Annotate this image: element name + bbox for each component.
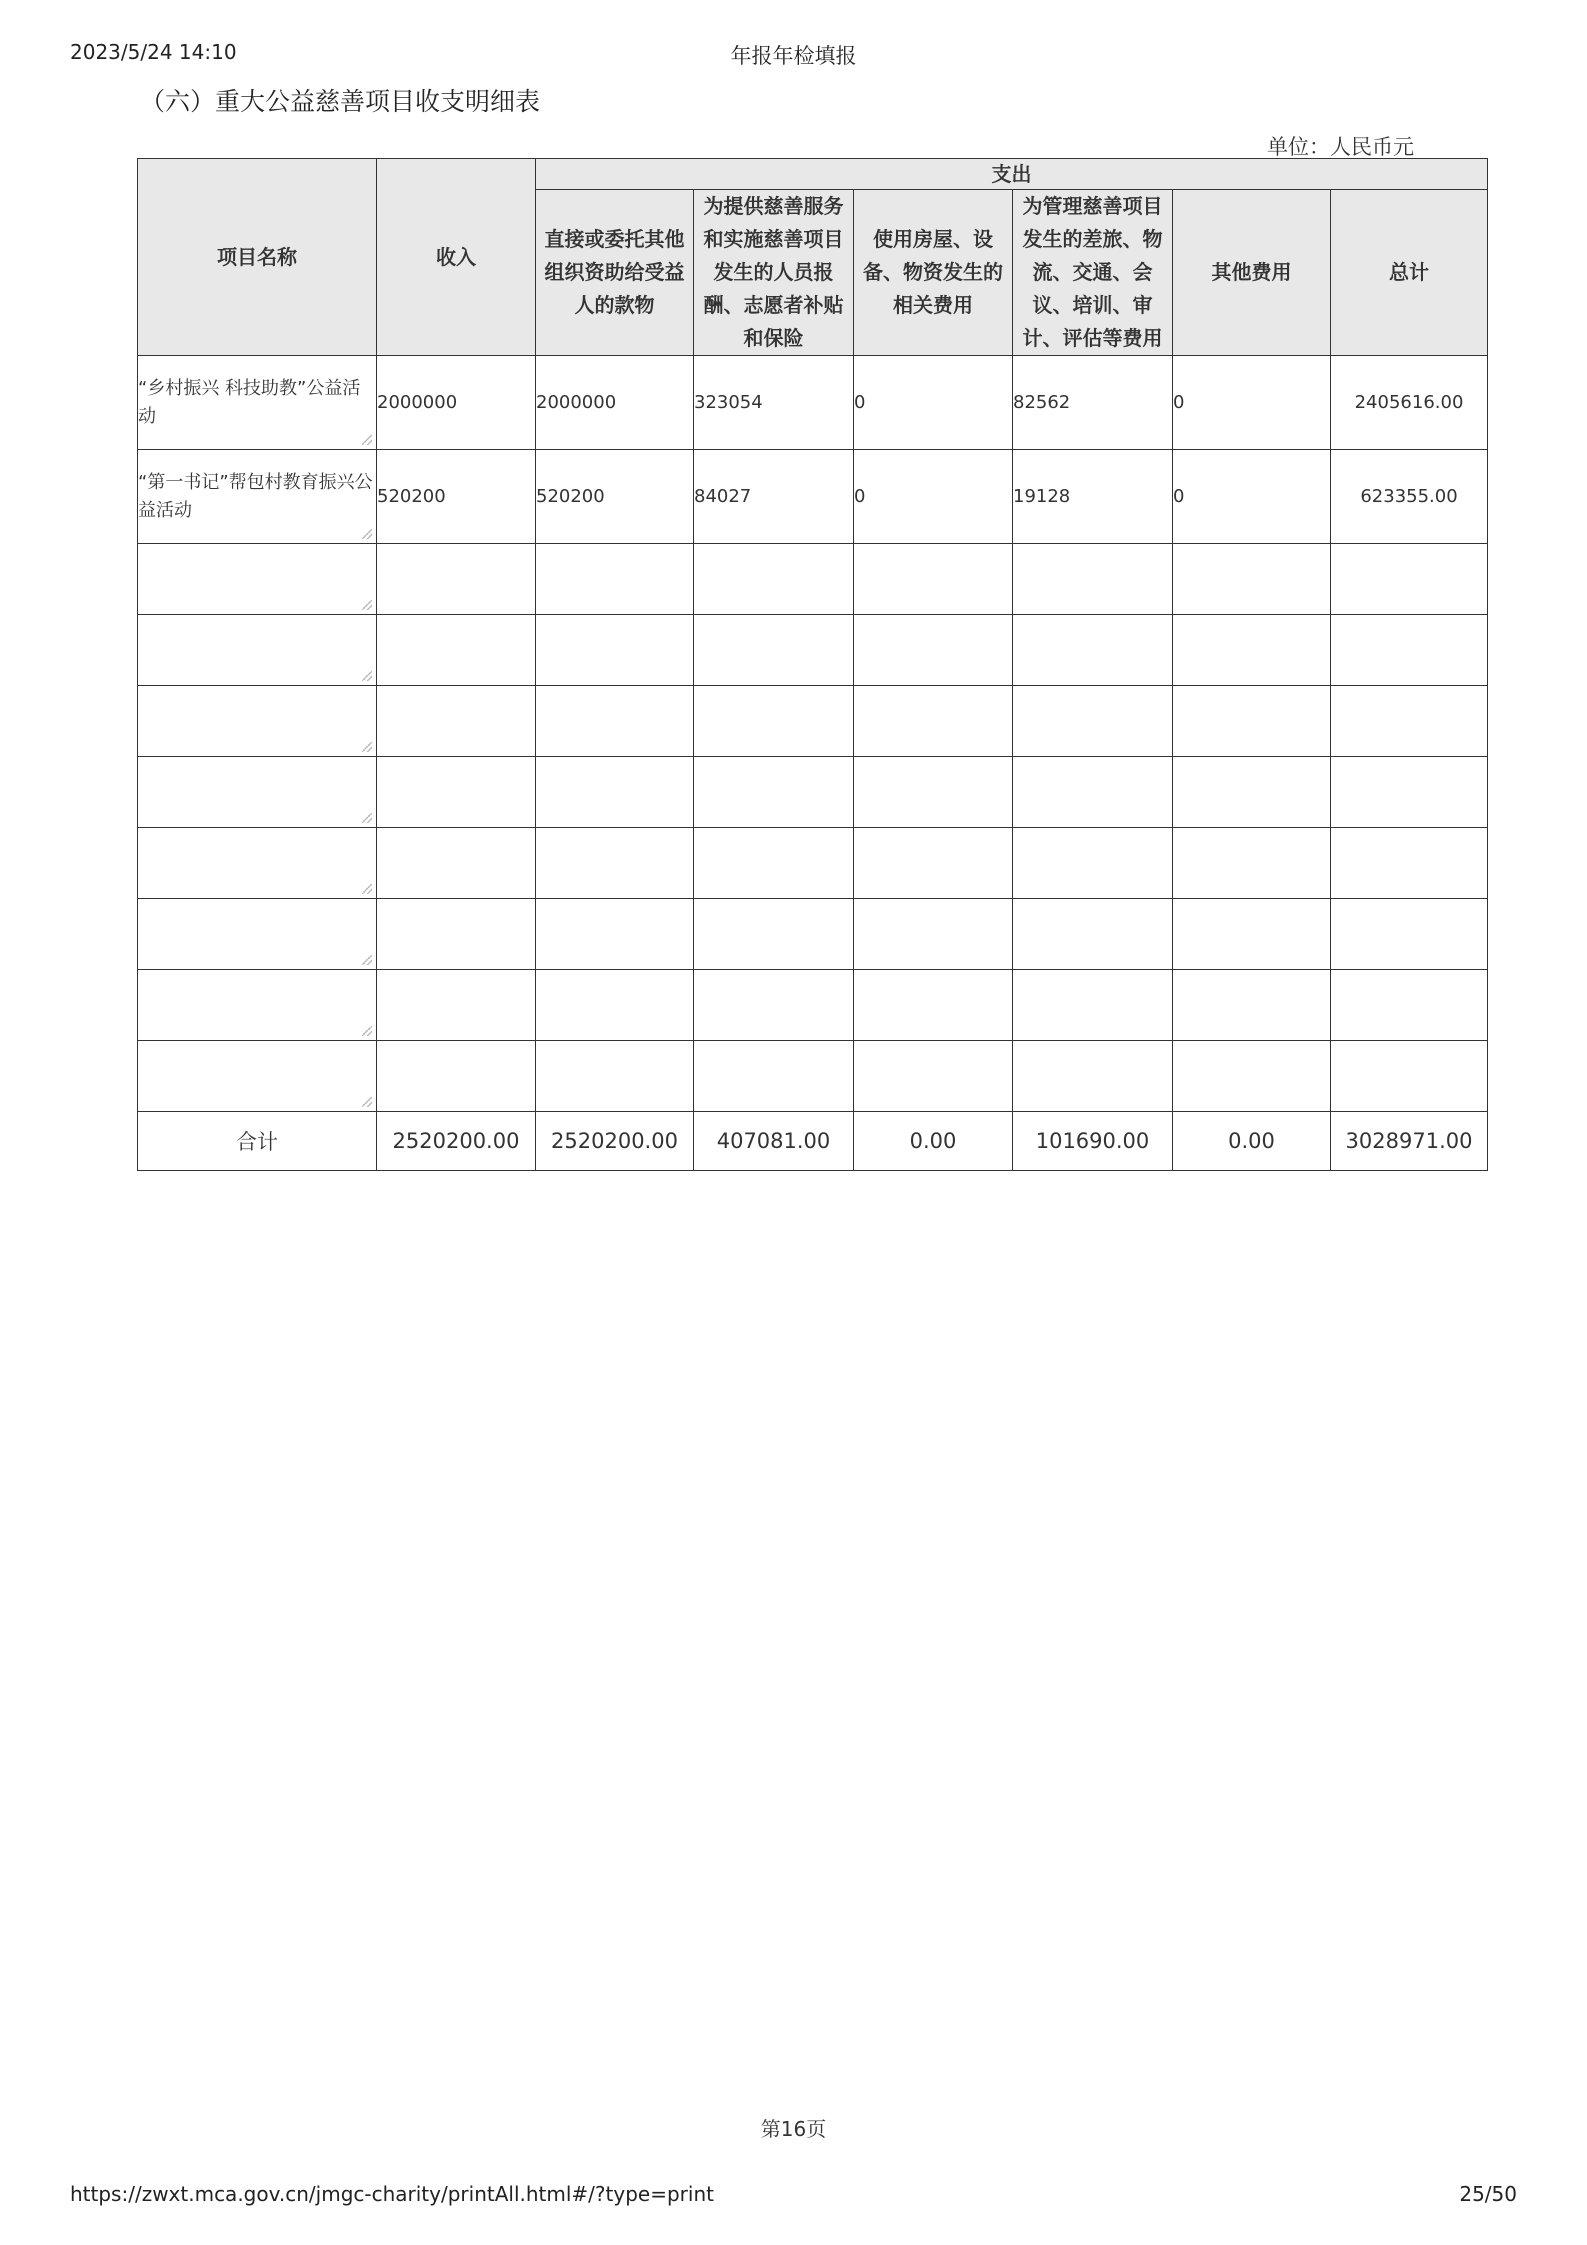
empty-cell — [854, 1041, 1013, 1112]
project-name-field[interactable] — [138, 828, 377, 899]
empty-cell — [1331, 544, 1488, 615]
empty-row — [138, 828, 1488, 899]
empty-cell — [377, 899, 536, 970]
project-name-field[interactable] — [138, 970, 377, 1041]
header-project-name: 项目名称 — [138, 159, 377, 356]
empty-cell — [1331, 686, 1488, 757]
empty-cell — [1173, 686, 1331, 757]
empty-row — [138, 1041, 1488, 1112]
currency-unit: 单位：人民币元 — [1267, 135, 1414, 159]
empty-cell — [536, 1041, 694, 1112]
empty-cell — [377, 757, 536, 828]
empty-cell — [1331, 1041, 1488, 1112]
charity-project-table — [137, 158, 1488, 1171]
empty-cell — [854, 970, 1013, 1041]
empty-row — [138, 970, 1488, 1041]
empty-cell — [1173, 757, 1331, 828]
empty-cell — [854, 686, 1013, 757]
empty-cell — [1013, 828, 1173, 899]
resize-handle-icon[interactable] — [362, 884, 372, 894]
project-name-field[interactable] — [138, 615, 377, 686]
direct-aid-cell: 520200 — [536, 450, 694, 544]
empty-cell — [1013, 686, 1173, 757]
resize-handle-icon[interactable] — [362, 955, 372, 965]
empty-cell — [536, 686, 694, 757]
empty-cell — [536, 828, 694, 899]
resize-handle-icon[interactable] — [362, 1097, 372, 1107]
empty-cell — [1331, 828, 1488, 899]
section-title: （六）重大公益慈善项目收支明细表 — [140, 87, 541, 116]
empty-cell — [694, 970, 854, 1041]
empty-row — [138, 757, 1488, 828]
empty-cell — [1013, 1041, 1173, 1112]
header-staff-cost: 为提供慈善服务和实施慈善项目发生的人员报酬、志愿者补贴和保险 — [694, 190, 854, 356]
empty-cell — [1173, 899, 1331, 970]
project-name-field[interactable] — [138, 544, 377, 615]
header-other-cost: 其他费用 — [1173, 190, 1331, 356]
empty-cell — [694, 615, 854, 686]
empty-cell — [377, 686, 536, 757]
property-cost-cell: 0 — [854, 450, 1013, 544]
table-row — [138, 450, 1488, 544]
empty-cell — [1013, 544, 1173, 615]
empty-row — [138, 615, 1488, 686]
empty-row — [138, 686, 1488, 757]
empty-cell — [1013, 899, 1173, 970]
sum-other-cost: 0.00 — [1173, 1112, 1331, 1171]
empty-cell — [1331, 899, 1488, 970]
table-row — [138, 356, 1488, 450]
empty-cell — [377, 1041, 536, 1112]
empty-row — [138, 899, 1488, 970]
staff-cost-cell: 84027 — [694, 450, 854, 544]
empty-cell — [854, 757, 1013, 828]
sum-income: 2520200.00 — [377, 1112, 536, 1171]
empty-cell — [1013, 615, 1173, 686]
empty-cell — [854, 615, 1013, 686]
project-name-field[interactable] — [138, 899, 377, 970]
empty-cell — [694, 757, 854, 828]
resize-handle-icon[interactable] — [362, 1026, 372, 1036]
empty-cell — [536, 544, 694, 615]
empty-cell — [536, 899, 694, 970]
empty-cell — [377, 828, 536, 899]
empty-row — [138, 544, 1488, 615]
empty-cell — [1013, 970, 1173, 1041]
staff-cost-cell: 323054 — [694, 356, 854, 450]
resize-handle-icon[interactable] — [362, 742, 372, 752]
resize-handle-icon[interactable] — [362, 671, 372, 681]
header-direct-aid: 直接或委托其他组织资助给受益人的款物 — [536, 190, 694, 356]
empty-cell — [694, 544, 854, 615]
empty-cell — [854, 544, 1013, 615]
empty-cell — [694, 899, 854, 970]
empty-cell — [1173, 615, 1331, 686]
admin-cost-cell: 82562 — [1013, 356, 1173, 450]
other-cost-cell: 0 — [1173, 450, 1331, 544]
resize-handle-icon[interactable] — [362, 600, 372, 610]
empty-cell — [377, 544, 536, 615]
footer-page-count: 25/50 — [1459, 2182, 1517, 2206]
print-datetime: 2023/5/24 14:10 — [70, 40, 237, 64]
empty-cell — [377, 970, 536, 1041]
direct-aid-cell: 2000000 — [536, 356, 694, 450]
project-name: “乡村振兴 科技助教”公益活动 — [138, 377, 361, 427]
header-income: 收入 — [377, 159, 536, 356]
header-property-cost: 使用房屋、设备、物资发生的相关费用 — [854, 190, 1013, 356]
empty-cell — [536, 757, 694, 828]
empty-cell — [1331, 615, 1488, 686]
empty-cell — [1013, 757, 1173, 828]
sum-row — [138, 1112, 1488, 1171]
project-name-field[interactable] — [138, 757, 377, 828]
empty-cell — [854, 899, 1013, 970]
income-cell: 2000000 — [377, 356, 536, 450]
empty-cell — [854, 828, 1013, 899]
sum-direct-aid: 2520200.00 — [536, 1112, 694, 1171]
empty-cell — [1173, 828, 1331, 899]
sum-staff-cost: 407081.00 — [694, 1112, 854, 1171]
sum-property-cost: 0.00 — [854, 1112, 1013, 1171]
income-cell: 520200 — [377, 450, 536, 544]
empty-cell — [1173, 1041, 1331, 1112]
project-name-field[interactable] — [138, 686, 377, 757]
empty-cell — [1331, 757, 1488, 828]
page-header-title: 年报年检填报 — [730, 44, 857, 68]
sum-total: 3028971.00 — [1331, 1112, 1488, 1171]
project-name-field[interactable] — [138, 356, 377, 450]
header-total: 总计 — [1331, 190, 1488, 356]
project-name: “第一书记”帮包村教育振兴公益活动 — [138, 471, 373, 521]
other-cost-cell: 0 — [1173, 356, 1331, 450]
admin-cost-cell: 19128 — [1013, 450, 1173, 544]
resize-handle-icon[interactable] — [362, 813, 372, 823]
resize-handle-icon[interactable] — [362, 529, 372, 539]
header-admin-cost: 为管理慈善项目发生的差旅、物流、交通、会议、培训、审计、评估等费用 — [1013, 190, 1173, 356]
property-cost-cell: 0 — [854, 356, 1013, 450]
empty-cell — [694, 686, 854, 757]
project-name-field[interactable] — [138, 450, 377, 544]
empty-cell — [1173, 544, 1331, 615]
header-spend-group: 支出 — [536, 159, 1488, 190]
total-cell: 2405616.00 — [1331, 356, 1488, 450]
empty-cell — [536, 970, 694, 1041]
page-number: 第16页 — [760, 2117, 827, 2141]
total-cell: 623355.00 — [1331, 450, 1488, 544]
sum-admin-cost: 101690.00 — [1013, 1112, 1173, 1171]
empty-cell — [377, 615, 536, 686]
project-name-field[interactable] — [138, 1041, 377, 1112]
sum-label: 合计 — [138, 1112, 377, 1171]
empty-cell — [1331, 970, 1488, 1041]
empty-cell — [1173, 970, 1331, 1041]
footer-url: https://zwxt.mca.gov.cn/jmgc-charity/printAll.html#/?type=print — [70, 2182, 714, 2206]
empty-cell — [536, 615, 694, 686]
resize-handle-icon[interactable] — [362, 435, 372, 445]
empty-cell — [694, 828, 854, 899]
empty-cell — [694, 1041, 854, 1112]
